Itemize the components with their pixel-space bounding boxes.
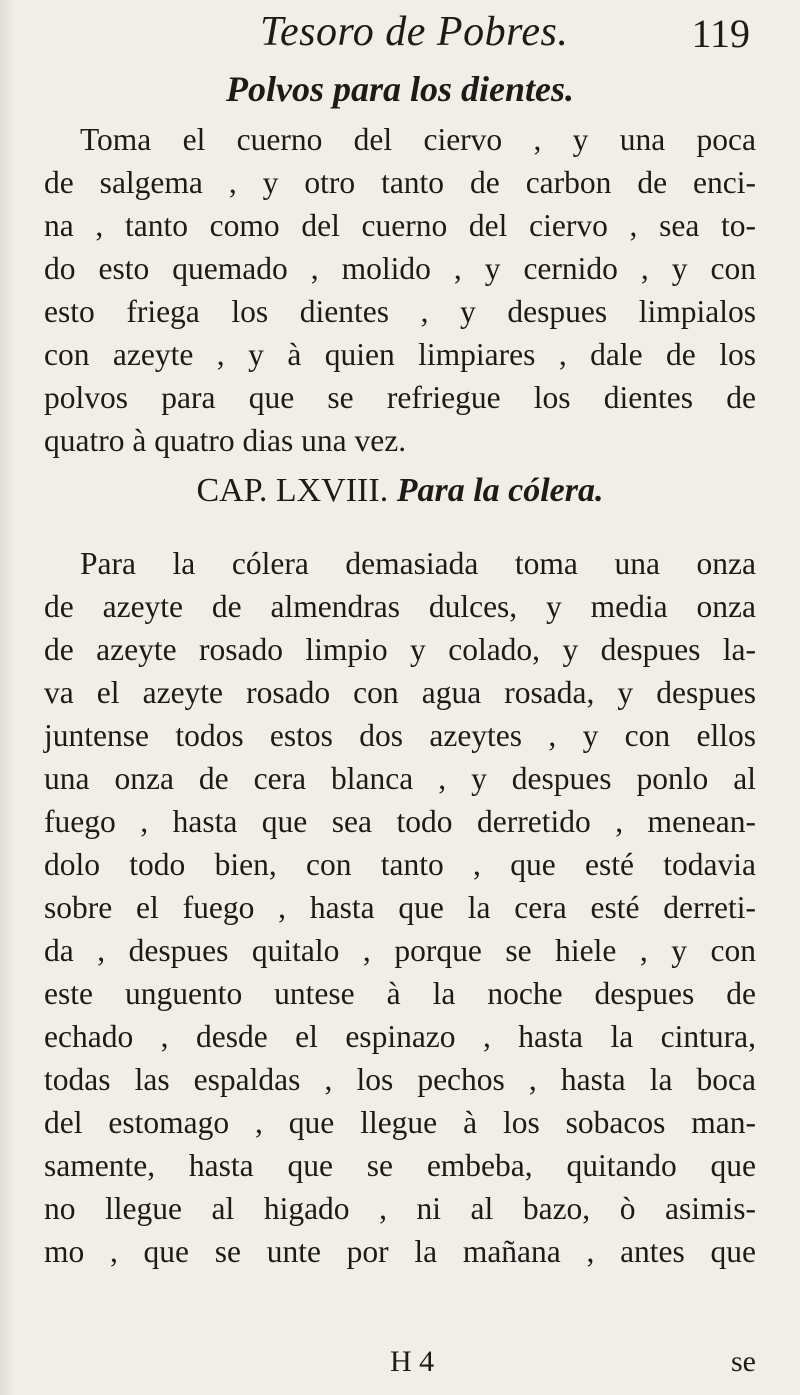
text-line: samente, hasta que se embeba, quitando que: [44, 1148, 756, 1183]
text-line: juntense todos estos dos azeytes , y con ellos: [44, 718, 756, 753]
catchword: se: [731, 1345, 756, 1378]
text-line: echado , desde el espinazo , hasta la cintura,: [44, 1019, 756, 1054]
text-line: na , tanto como del cuerno del ciervo , sea to-: [44, 208, 756, 243]
page-gutter: [0, 0, 14, 1395]
text-line: fuego , hasta que sea todo derretido , menean-: [44, 804, 756, 839]
text-line: polvos para que se refriegue los dientes de: [44, 380, 756, 415]
text-line: una onza de cera blanca , y despues ponlo al: [44, 761, 756, 796]
chapter-number: CAP. LXVIII.: [196, 472, 389, 509]
text-line: de azeyte rosado limpio y colado, y despues la-: [44, 632, 756, 667]
page-number: 119: [691, 11, 750, 56]
text-line: Toma el cuerno del ciervo , y una poca: [80, 122, 756, 157]
text-line: del estomago , que llegue à los sobacos man-: [44, 1105, 756, 1140]
text-line: va el azeyte rosado con agua rosada, y despues: [44, 675, 756, 710]
text-line: con azeyte , y à quien limpiares , dale de los: [44, 337, 756, 372]
text-line: todas las espaldas , los pechos , hasta la boca: [44, 1062, 756, 1097]
text-line: de salgema , y otro tanto de carbon de enci-: [44, 165, 756, 200]
chapter-title: Para la cólera.: [396, 472, 604, 509]
text-line: esto friega los dientes , y despues limpialos: [44, 294, 756, 329]
text-line: este unguento untese à la noche despues de: [44, 976, 756, 1011]
text-line: quatro à quatro dias una vez.: [44, 423, 407, 458]
text-line: no llegue al higado , ni al bazo, ò asimis-: [44, 1191, 756, 1226]
text-line: dolo todo bien, con tanto , que esté todavia: [44, 847, 756, 882]
running-title: Tesoro de Pobres.: [260, 9, 569, 55]
text-line: de azeyte de almendras dulces, y media onza: [44, 589, 756, 624]
section-title: Polvos para los dientes.: [226, 69, 574, 109]
text-line: Para la cólera demasiada toma una onza: [80, 546, 756, 581]
section-body-colera: [44, 542, 756, 1273]
text-line: mo , que se unte por la mañana , antes que: [44, 1234, 756, 1269]
text-line: da , despues quitalo , porque se hiele , y con: [44, 933, 756, 968]
section-body-dientes: [44, 118, 756, 462]
chapter-heading: [0, 472, 800, 510]
text-line: do esto quemado , molido , y cernido , y con: [44, 251, 756, 286]
printer-signature: H 4: [390, 1345, 435, 1378]
text-line: sobre el fuego , hasta que la cera esté derreti-: [44, 890, 756, 925]
